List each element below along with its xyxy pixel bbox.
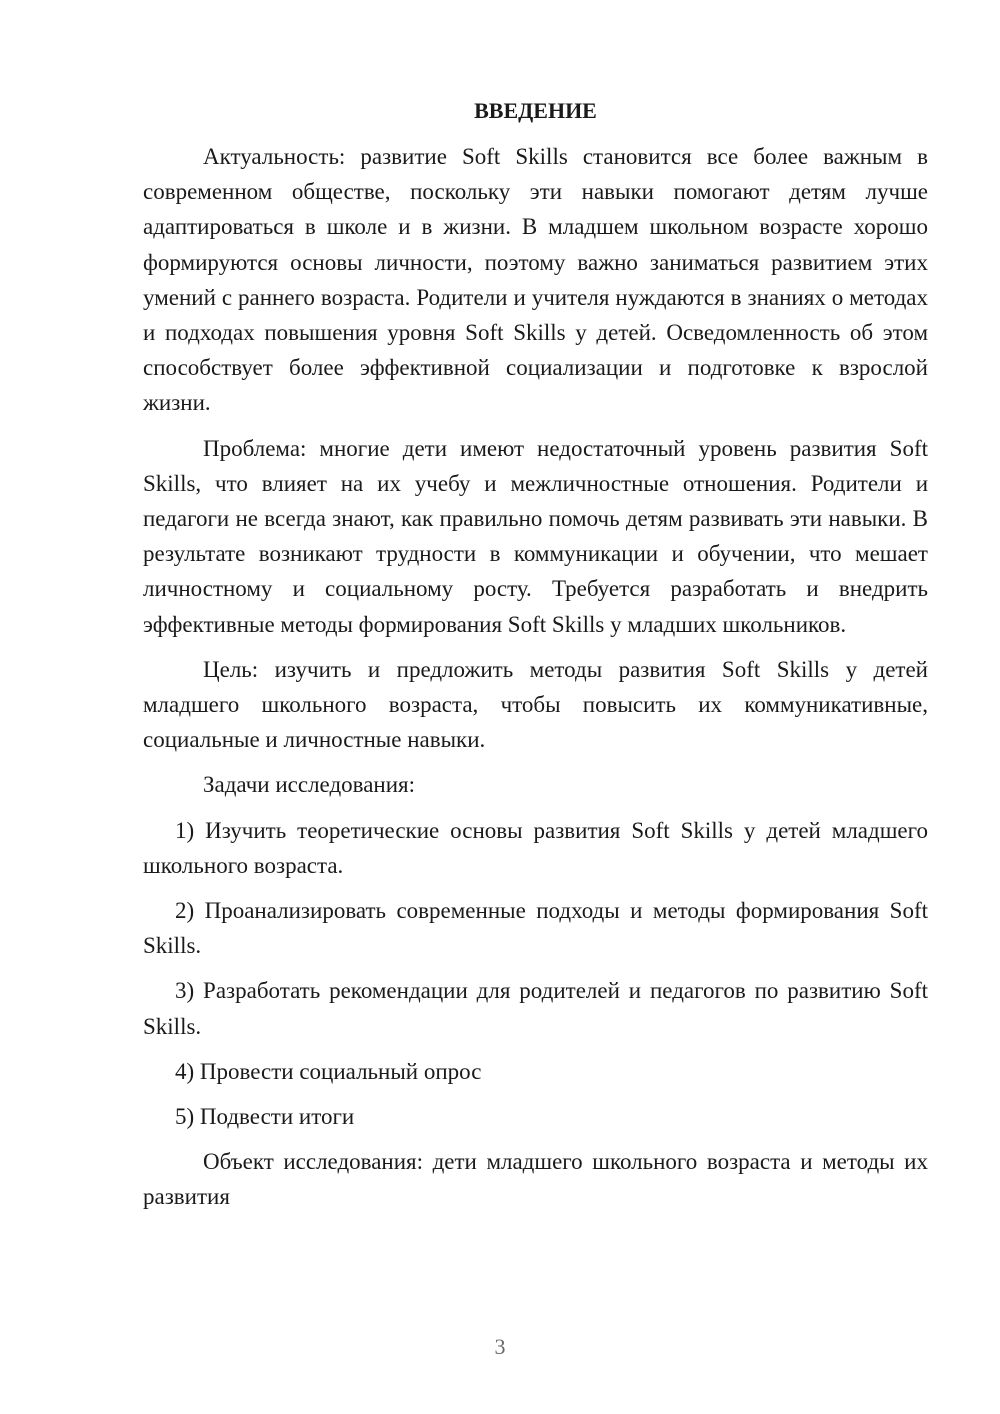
tasks-heading: Задачи исследования: (203, 772, 416, 798)
relevance-paragraph: Актуальность: развитие Soft Skills становится все более важным в современном обществе, поскольку эти навыки помогают детям лучше адаптироваться в школе и в жизни. В младшем школьном возрасте хорошо формируются основы личности, поэтому важно заниматься развитием этих умений с раннего возраста. Родители и учителя нуждаются в знаниях о методах и подходах повышения уровня Soft Skills у детей. Осведомленность об этом способствует более эффективной социализации и подготовке к взрослой жизни. (143, 144, 928, 416)
task-item-5: 5) Подвести итоги (175, 1104, 355, 1130)
task-item-3: 3) Разработать рекомендации для родителей и педагогов по развитию Soft Skills. (143, 978, 928, 1039)
page-number: 3 (494, 1334, 506, 1359)
task-item-1: 1) Изучить теоретические основы развития Soft Skills у детей младшего школьного возраста. (143, 817, 928, 878)
object-paragraph: Объект исследования: дети младшего школьного возраста и методы их развития (143, 1149, 928, 1210)
problem-paragraph: Проблема: многие дети имеют недостаточный уровень развития Soft Skills, что влияет на их учебу и межличностные отношения. Родители и педагоги не всегда знают, как правильно помочь детям развивать эти навыки. В результате возникают трудности в коммуникации и обучении, что мешает личностному и социальному росту. Требуется разработать и внедрить эффективные методы формирования Soft Skills у младших школьников. (143, 435, 928, 637)
goal-paragraph: Цель: изучить и предложить методы развития Soft Skills у детей младшего школьного возраста, чтобы повысить их коммуникативные, социальные и личностные навыки. (143, 656, 928, 753)
task-item-4: 4) Провести социальный опрос (175, 1058, 482, 1084)
task-item-2: 2) Проанализировать современные подходы и методы формирования Soft Skills. (143, 898, 928, 959)
document-page (143, 95, 928, 1215)
section-title: ВВЕДЕНИЕ (474, 98, 597, 123)
